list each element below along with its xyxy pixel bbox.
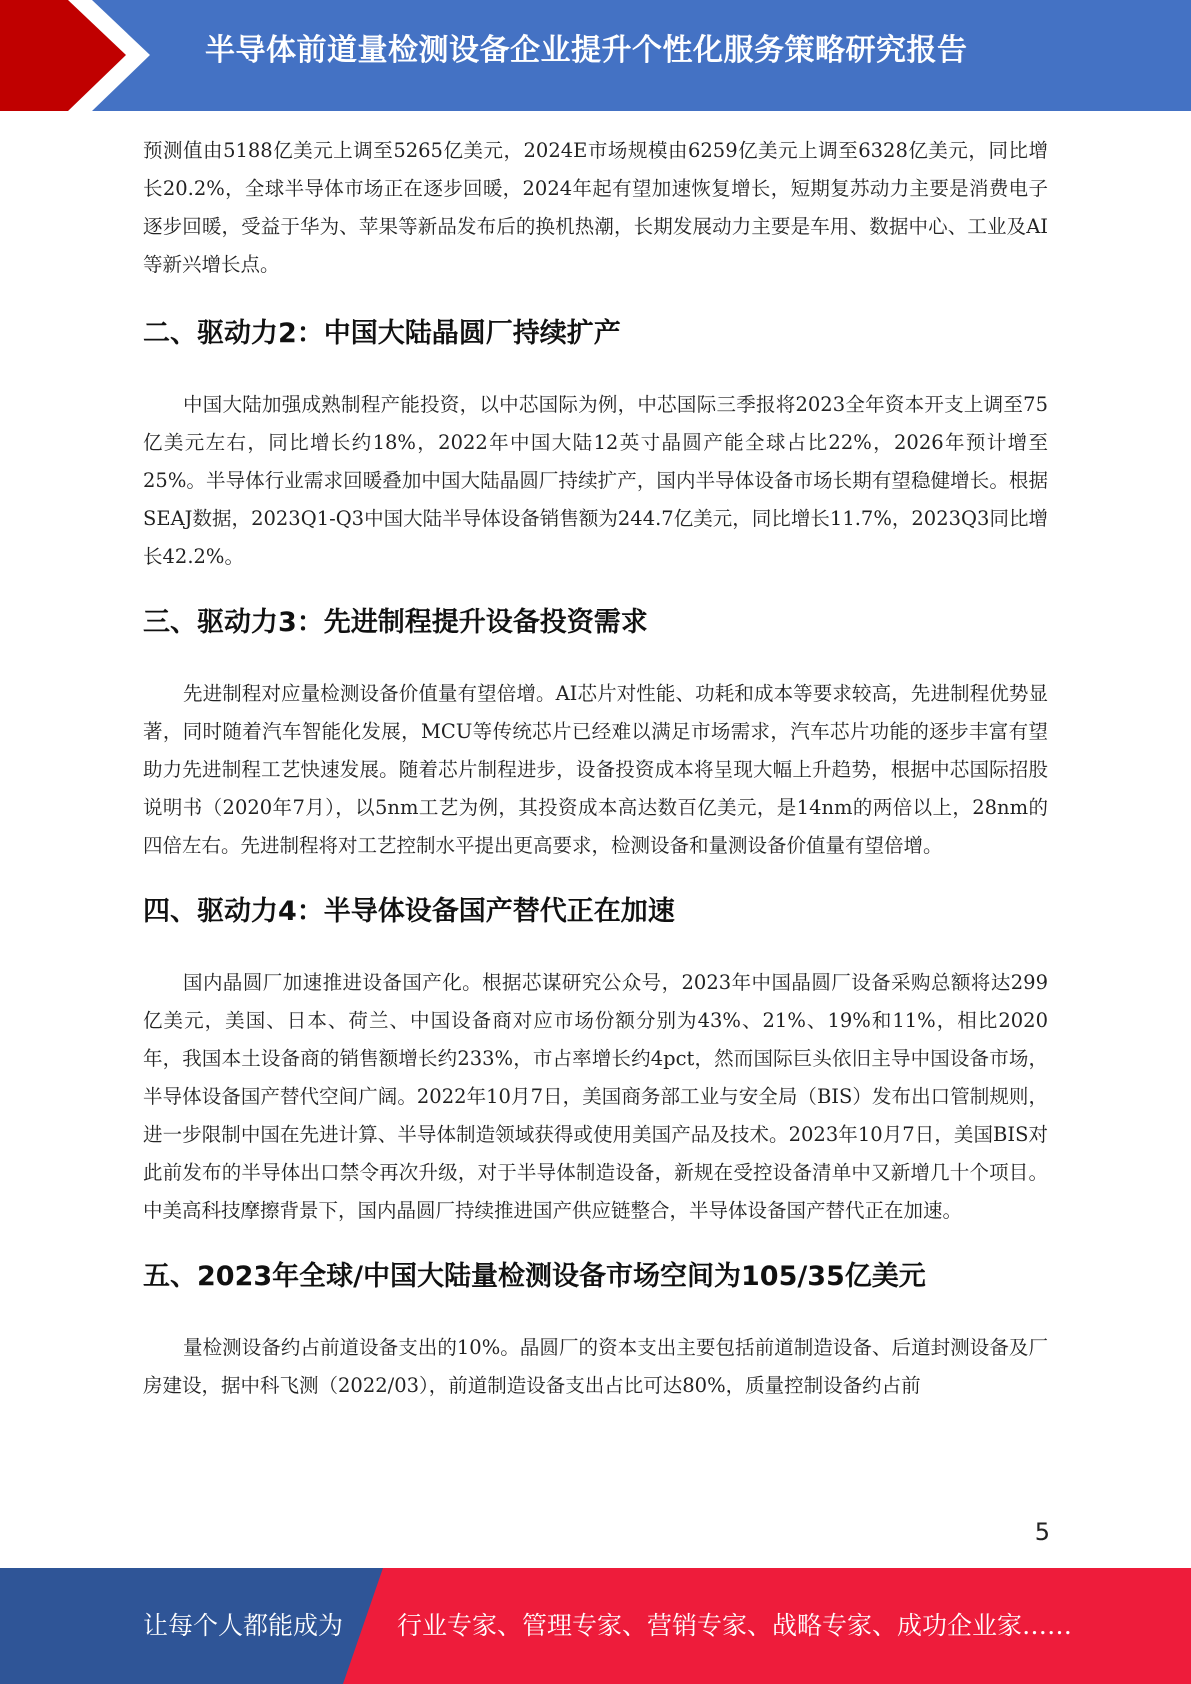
footer-banner — [0, 1568, 1191, 1684]
heading-driver-3: 三、驱动力3：先进制程提升设备投资需求 — [143, 607, 648, 638]
footer-slogan-right: 行业专家、管理专家、营销专家、战略专家、成功企业家…… — [397, 1611, 1073, 1640]
document-body — [143, 132, 1048, 1405]
paragraph-market-forecast: 预测值由5188亿美元上调至5265亿美元，2024E市场规模由6259亿美元上调至6328亿美元，同比增长20.2%，全球半导体市场正在逐步回暖，2024年起有望加速恢复增长，短期复苏动力主要是消费电子逐步回暖，受益于华为、苹果等新品发布后的换机热潮，长期发展动力主要是车用、数据中心、工业及AI等新兴增长点。 — [143, 139, 1048, 276]
paragraph-driver-2: 中国大陆加强成熟制程产能投资，以中芯国际为例，中芯国际三季报将2023全年资本开支上调至75亿美元左右，同比增长约18%，2022年中国大陆12英寸晶圆产能全球占比22%，2026年预计增至25%。半导体行业需求回暖叠加中国大陆晶圆厂持续扩产，国内半导体设备市场长期有望稳健增长。根据SEAJ数据，2023Q1-Q3中国大陆半导体设备销售额为244.7亿美元，同比增长11.7%，2023Q3同比增长42.2%。 — [143, 393, 1048, 568]
heading-driver-2: 二、驱动力2：中国大陆晶圆厂持续扩产 — [143, 318, 621, 349]
heading-driver-4: 四、驱动力4：半导体设备国产替代正在加速 — [143, 896, 675, 927]
page-number: 5 — [1034, 1518, 1050, 1546]
heading-market-size: 五、2023年全球/中国大陆量检测设备市场空间为105/35亿美元 — [143, 1261, 926, 1292]
paragraph-driver-3: 先进制程对应量检测设备价值量有望倍增。AI芯片对性能、功耗和成本等要求较高，先进制程优势显著，同时随着汽车智能化发展，MCU等传统芯片已经难以满足市场需求，汽车芯片功能的逐步丰富有望助力先进制程工艺快速发展。随着芯片制程进步，设备投资成本将呈现大幅上升趋势，根据中芯国际招股说明书（2020年7月），以5nm工艺为例，其投资成本高达数百亿美元，是14nm的两倍以上，28nm的四倍左右。先进制程将对工艺控制水平提出更高要求，检测设备和量测设备价值量有望倍增。 — [143, 682, 1048, 857]
header-banner — [0, 0, 1191, 111]
paragraph-driver-4: 国内晶圆厂加速推进设备国产化。根据芯谋研究公众号，2023年中国晶圆厂设备采购总额将达299亿美元，美国、日本、荷兰、中国设备商对应市场份额分别为43%、21%、19%和11%，相比2020年，我国本土设备商的销售额增长约233%，市占率增长约4pct，然而国际巨头依旧主导中国设备市场，半导体设备国产替代空间广阔。2022年10月7日，美国商务部工业与安全局（BIS）发布出口管制规则，进一步限制中国在先进计算、半导体制造领域获得或使用美国产品及技术。2023年10月7日，美国BIS对此前发布的半导体出口禁令再次升级，对于半导体制造设备，新规在受控设备清单中又新增几十个项目。中美高科技摩擦背景下，国内晶圆厂持续推进国产供应链整合，半导体设备国产替代正在加速。 — [143, 971, 1048, 1222]
footer-slogan-left: 让每个人都能成为 — [143, 1611, 344, 1640]
document-title: 半导体前道量检测设备企业提升个性化服务策略研究报告 — [205, 33, 968, 68]
paragraph-market-size: 量检测设备约占前道设备支出的10%。晶圆厂的资本支出主要包括前道制造设备、后道封测设备及厂房建设，据中科飞测（2022/03），前道制造设备支出占比可达80%，质量控制设备约占前 — [143, 1336, 1048, 1397]
